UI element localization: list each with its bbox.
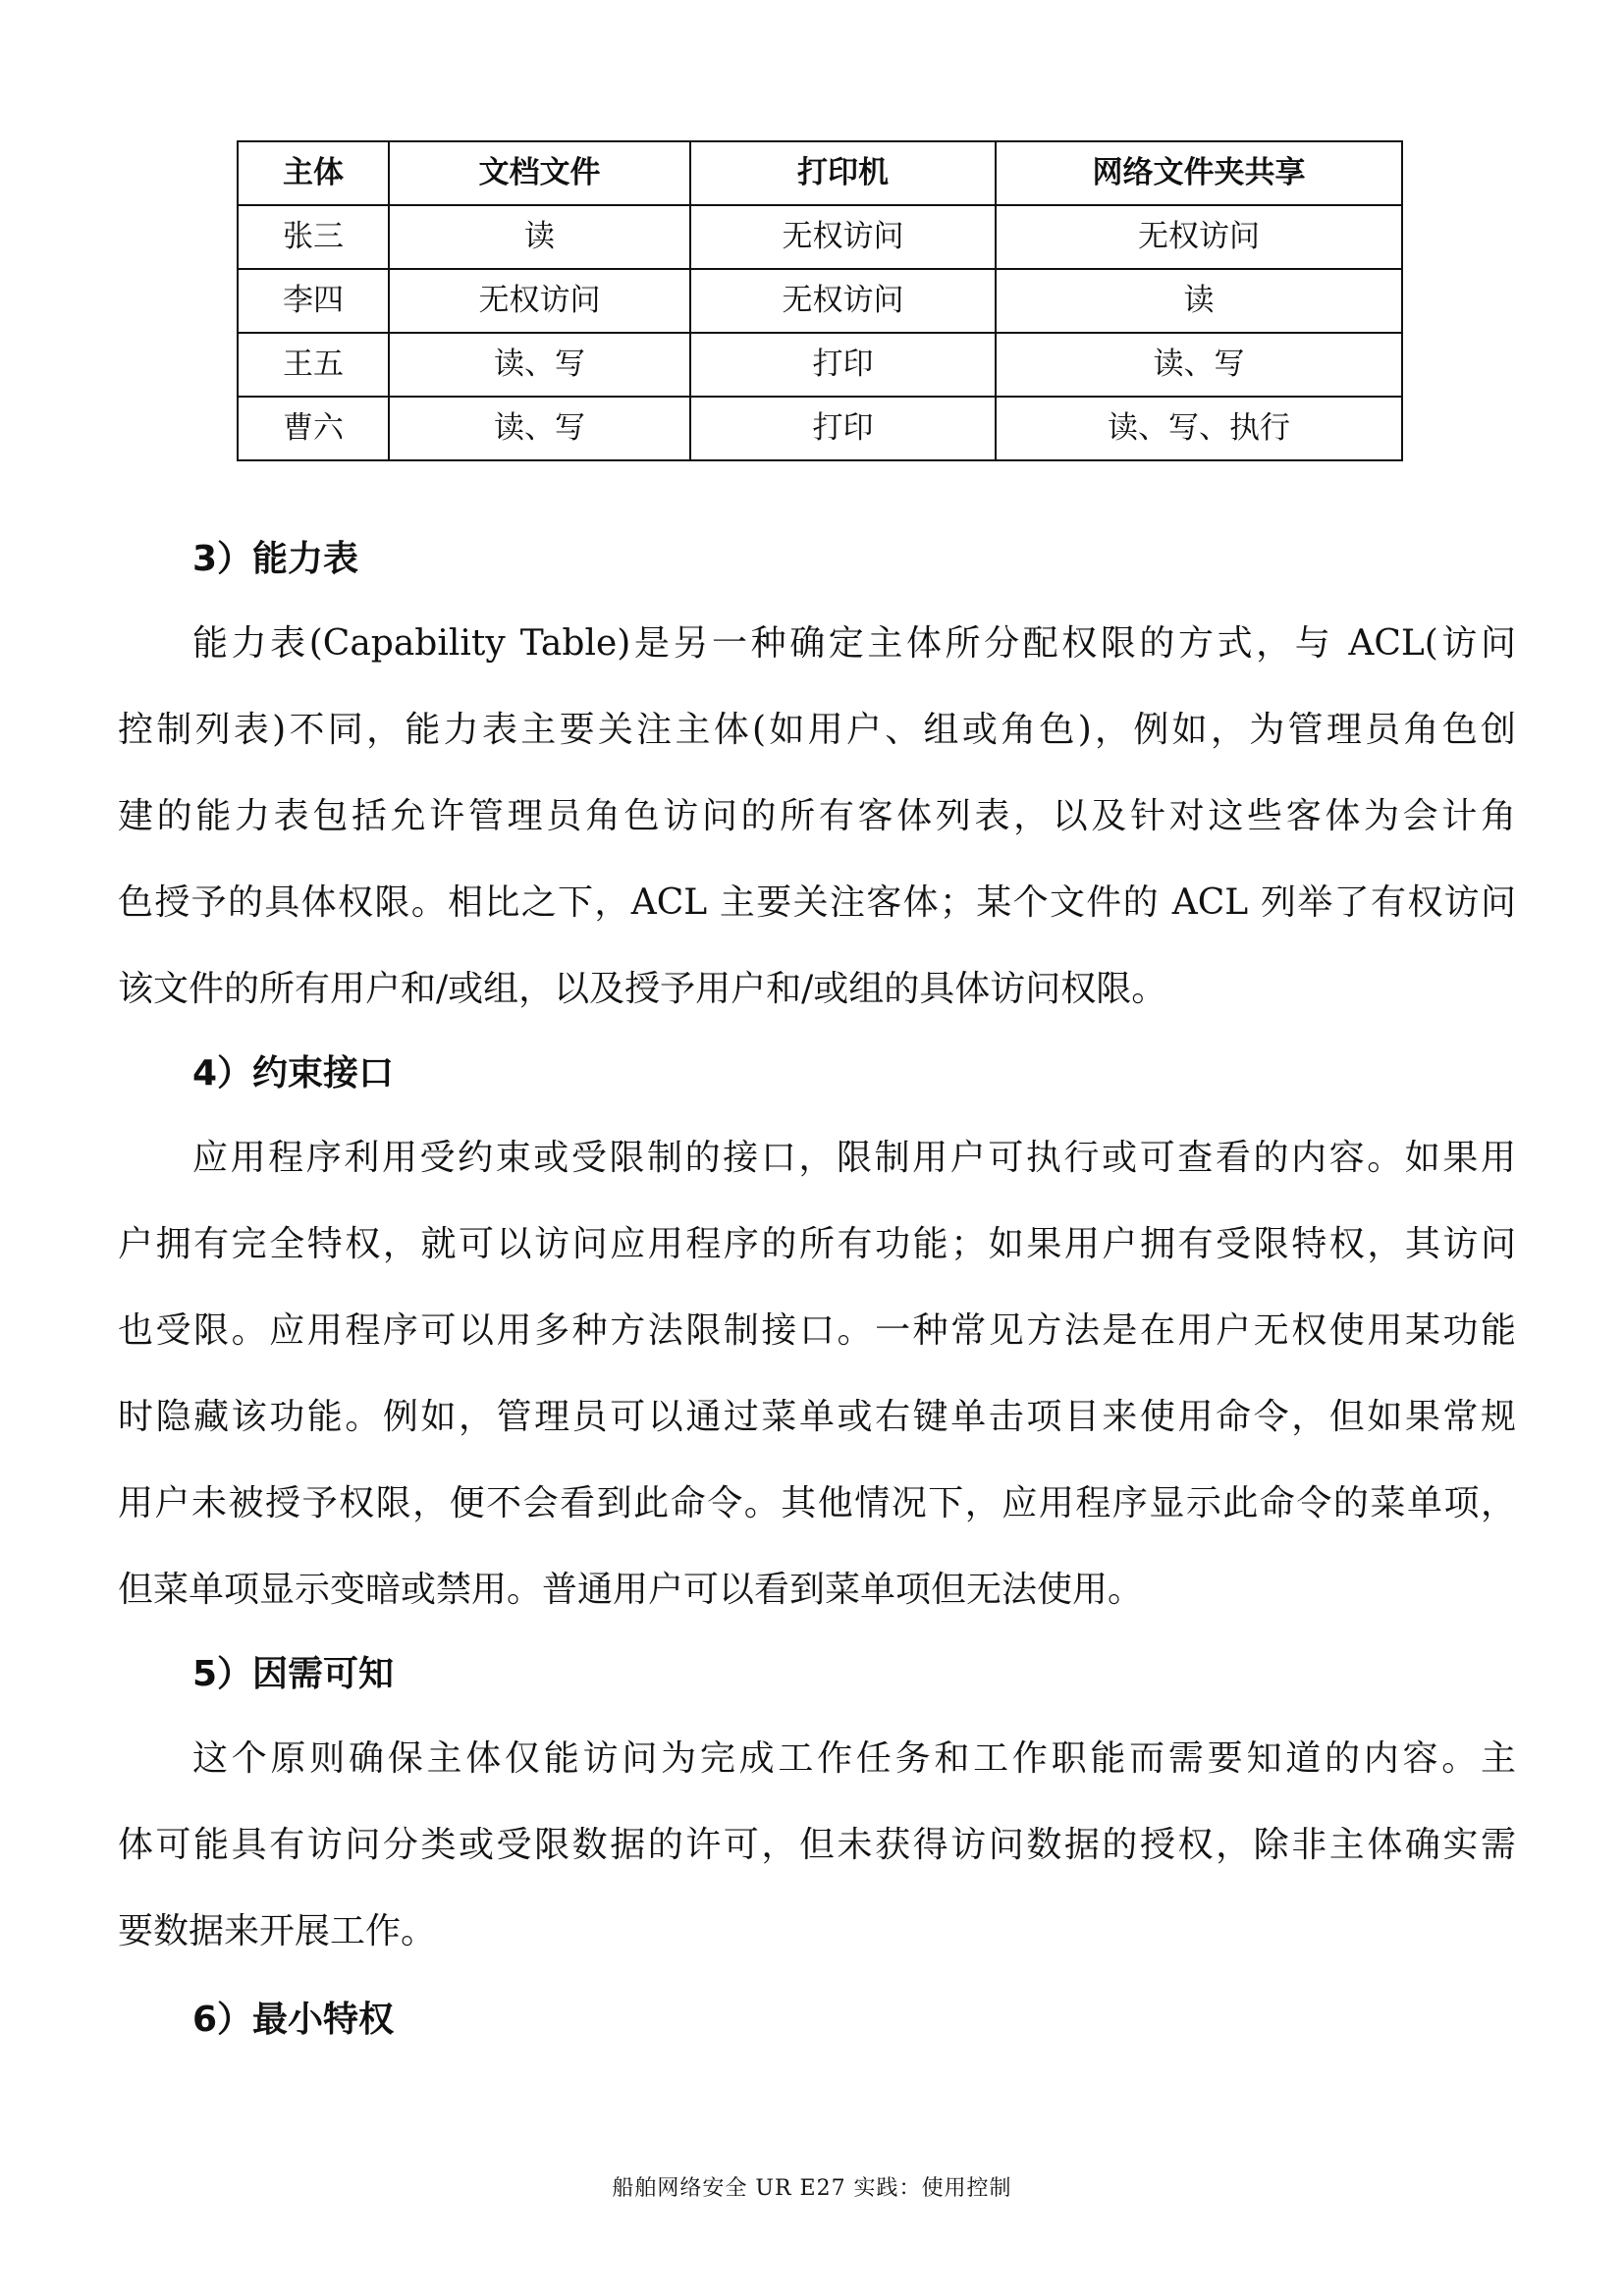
section-heading-constrained-interface: 4）约束接口 (192, 1053, 395, 1094)
paragraph-capability-table (118, 601, 1516, 1033)
table-cell: 读 (996, 269, 1402, 333)
table-header-cell: 主体 (238, 141, 389, 205)
paragraph-line: 也受限。应用程序可以用多种方法限制接口。一种常见方法是在用户无权使用某功能 (118, 1310, 1516, 1351)
paragraph-line: 色授予的具体权限。相比之下，ACL 主要关注客体；某个文件的 ACL 列举了有权访问 (118, 882, 1516, 923)
table-cell: 无权访问 (389, 269, 690, 333)
table-cell: 无权访问 (996, 205, 1402, 269)
table-cell: 读、写 (389, 333, 690, 397)
paragraph-line: 该文件的所有用户和/或组，以及授予用户和/或组的具体访问权限。 (118, 969, 1167, 1009)
section-heading-need-to-know: 5）因需可知 (192, 1654, 395, 1694)
paragraph-line: 能力表(Capability Table)是另一种确定主体所分配权限的方式，与 ACL(访问 (192, 623, 1516, 664)
table-cell: 李四 (238, 269, 389, 333)
table-row (238, 333, 1402, 397)
table-cell: 读、写、执行 (996, 397, 1402, 460)
paragraph-line: 这个原则确保主体仅能访问为完成工作任务和工作职能而需要知道的内容。主 (192, 1738, 1516, 1779)
paragraph-line: 控制列表)不同，能力表主要关注主体(如用户、组或角色)，例如，为管理员角色创 (118, 710, 1516, 750)
access-control-matrix-table (237, 140, 1403, 461)
table-header-cell: 文档文件 (389, 141, 690, 205)
table-cell: 王五 (238, 333, 389, 397)
table-row (238, 205, 1402, 269)
section-heading-least-privilege: 6）最小特权 (192, 2000, 395, 2040)
paragraph-line: 应用程序利用受约束或受限制的接口，限制用户可执行或可查看的内容。如果用 (192, 1138, 1516, 1178)
paragraph-line: 户拥有完全特权，就可以访问应用程序的所有功能；如果用户拥有受限特权，其访问 (118, 1224, 1516, 1264)
table-row (238, 397, 1402, 460)
table-cell: 打印 (690, 333, 996, 397)
table-row (238, 269, 1402, 333)
paragraph-line: 体可能具有访问分类或受限数据的许可，但未获得访问数据的授权，除非主体确实需 (118, 1825, 1516, 1865)
paragraph-line: 要数据来开展工作。 (118, 1911, 437, 1951)
table-cell: 张三 (238, 205, 389, 269)
page-footer: 船舶网络安全 UR E27 实践：使用控制 (612, 2176, 1012, 2201)
table-cell: 读、写 (996, 333, 1402, 397)
table-cell: 读、写 (389, 397, 690, 460)
table-cell: 曹六 (238, 397, 389, 460)
paragraph-line: 建的能力表包括允许管理员角色访问的所有客体列表，以及针对这些客体为会计角 (118, 796, 1516, 836)
table-header-row (238, 141, 1402, 205)
paragraph-line: 但菜单项显示变暗或禁用。普通用户可以看到菜单项但无法使用。 (118, 1570, 1144, 1610)
paragraph-need-to-know (118, 1716, 1516, 1975)
table-cell: 读 (389, 205, 690, 269)
table-cell: 打印 (690, 397, 996, 460)
paragraph-line: 时隐藏该功能。例如，管理员可以通过菜单或右键单击项目来使用命令，但如果常规 (118, 1397, 1516, 1437)
paragraph-line: 用户未被授予权限，便不会看到此命令。其他情况下，应用程序显示此命令的菜单项， (118, 1483, 1516, 1523)
table-header-cell: 打印机 (690, 141, 996, 205)
section-heading-capability-table: 3）能力表 (192, 539, 359, 579)
paragraph-constrained-interface (118, 1115, 1516, 1633)
table-cell: 无权访问 (690, 205, 996, 269)
table-header-cell: 网络文件夹共享 (996, 141, 1402, 205)
table-cell: 无权访问 (690, 269, 996, 333)
